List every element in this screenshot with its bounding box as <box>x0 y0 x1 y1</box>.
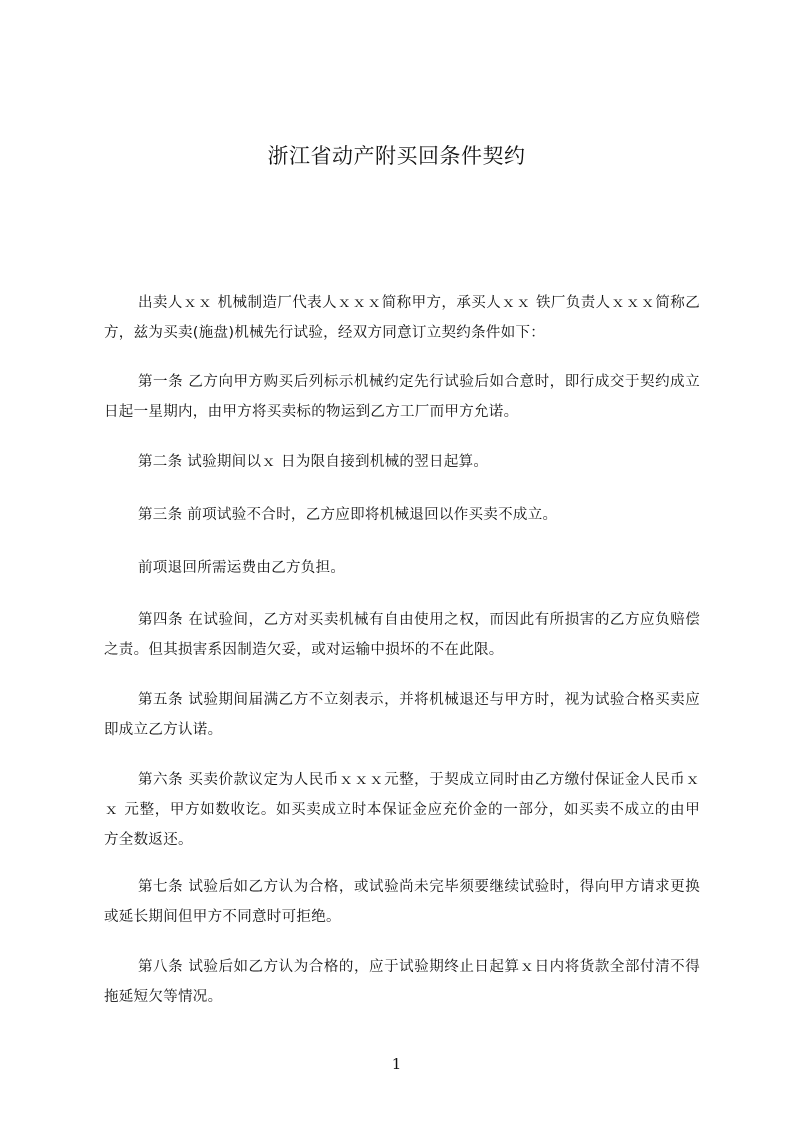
article-7-paragraph: 第七条 试验后如乙方认为合格，或试验尚未完毕须要继续试验时，得向甲方请求更换或延长期间但甲方不同意时可拒绝。 <box>104 879 700 925</box>
article-6-paragraph: 第六条 买卖价款议定为人民币ｘｘｘ元整，于契成立同时由乙方缴付保证金人民币ｘｘ 元整，甲方如数收讫。如买卖成立时本保证金应充价金的一部分，如买卖不成立的由甲方全数返还。 <box>104 772 700 848</box>
article-3-paragraph: 第三条 前项试验不合时，乙方应即将机械退回以作买卖不成立。 <box>138 507 558 523</box>
article-8-paragraph: 第八条 试验后如乙方认为合格的，应于试验期终止日起算ｘ日内将货款全部付清不得拖延短欠等情况。 <box>104 959 700 1005</box>
article-1-paragraph: 第一条 乙方向甲方购买后列标示机械约定先行试验后如合意时，即行成交于契约成立日起一星期内，由甲方将买卖标的物运到乙方工厂而甲方允诺。 <box>104 374 700 420</box>
article-2-paragraph: 第二条 试验期间以ｘ 日为限自接到机械的翌日起算。 <box>138 454 489 470</box>
article-5-paragraph: 第五条 试验期间届满乙方不立刻表示，并将机械退还与甲方时，视为试验合格买卖应即成立乙方认诺。 <box>104 692 700 738</box>
article-3-note-paragraph: 前项退回所需运费由乙方负担。 <box>138 560 346 576</box>
preamble-paragraph: 出卖人ｘｘ 机械制造厂代表人ｘｘｘ简称甲方，承买人ｘｘ 铁厂负责人ｘｘｘ简称乙方，兹为买卖(施盘)机械先行试验，经双方同意订立契约条件如下： <box>104 295 700 341</box>
page-number: 1 <box>391 1055 402 1073</box>
article-4-paragraph: 第四条 在试验间，乙方对买卖机械有自由使用之权，而因此有所损害的乙方应负赔偿之责。但其损害系因制造欠妥，或对运输中损坏的不在此限。 <box>104 612 700 658</box>
document-title: 浙江省动产附买回条件契约 <box>267 144 526 168</box>
